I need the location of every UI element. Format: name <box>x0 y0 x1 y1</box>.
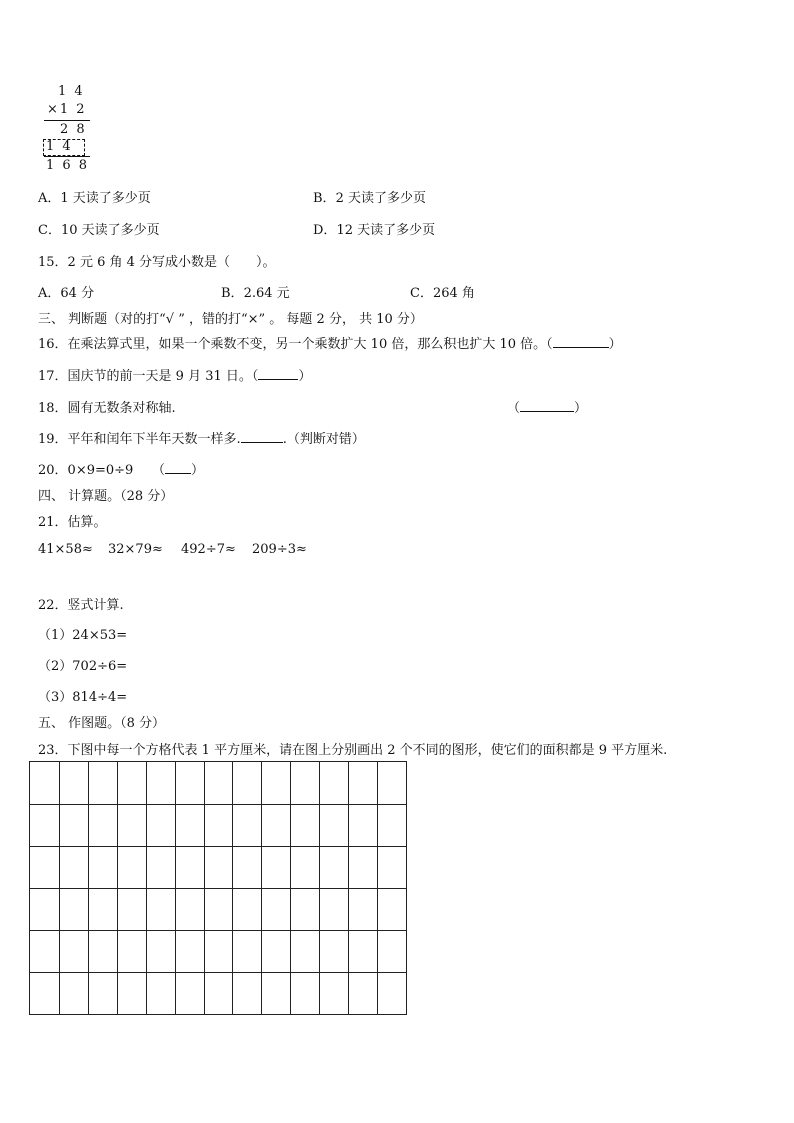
grid-row-line <box>30 930 406 931</box>
section-5-title: 五、 作图题。（8 分） <box>38 716 166 731</box>
q21-question: 21．估算。 <box>38 515 107 530</box>
grid-row-line <box>30 804 406 805</box>
q16-question: 16．在乘法算式里，如果一个乘数不变，另一个乘数扩大 10 倍，那么积也扩大 10 倍。（ ） <box>38 337 622 352</box>
q21-item-1: 41×58≈ <box>38 542 93 557</box>
q19-answer-blank[interactable] <box>241 430 283 443</box>
square-grid[interactable] <box>29 761 407 1015</box>
q19-question: 19．平年和闰年下半年天数一样多. .（判断对错） <box>38 432 365 447</box>
q16-answer-blank[interactable] <box>553 335 609 348</box>
divider-line <box>44 120 90 121</box>
partial-product-1: 2 8 <box>60 122 87 137</box>
multiplier: ×1 2 <box>47 102 87 117</box>
q22-question: 22．竖式计算. <box>38 598 124 613</box>
product: 1 6 8 <box>46 158 90 173</box>
q22-item-2: （2）702÷6= <box>38 659 128 674</box>
q22-item-3: （3）814÷4= <box>38 690 128 705</box>
grid-row-line <box>30 888 406 889</box>
q14-option-c[interactable]: C．10 天读了多少页 <box>38 223 160 238</box>
q15-question: 15．2 元 6 角 4 分写成小数是（ ）。 <box>38 255 276 270</box>
q20-answer-blank[interactable] <box>165 461 191 474</box>
q15-option-c[interactable]: C．264 角 <box>410 286 475 301</box>
q22-item-1: （1）24×53= <box>38 628 128 643</box>
q20-answer: （ ） <box>152 463 205 478</box>
q15-option-a[interactable]: A．64 分 <box>38 286 95 301</box>
vertical-multiplication <box>40 84 96 180</box>
q21-item-4: 209÷3≈ <box>252 542 307 557</box>
multiplicand: 1 4 <box>58 84 85 99</box>
grid-row-line <box>30 846 406 847</box>
q18-question: 18．圆有无数条对称轴. <box>38 401 176 416</box>
partial-product-2: 1 4 <box>46 139 73 154</box>
q17-question: 17．国庆节的前一天是 9 月 31 日。（ ） <box>38 369 312 384</box>
grid-row-line <box>30 972 406 973</box>
q21-item-3: 492÷7≈ <box>181 542 236 557</box>
q14-option-b[interactable]: B．2 天读了多少页 <box>313 191 426 206</box>
section-3-title: 三、 判断题（对的打“√ ” ，错的打“×” 。 每题 2 分， 共 10 分） <box>38 312 423 327</box>
q14-option-d[interactable]: D．12 天读了多少页 <box>313 223 436 238</box>
q21-item-2: 32×79≈ <box>108 542 163 557</box>
q23-question: 23．下图中每一个方格代表 1 平方厘米，请在图上分别画出 2 个不同的图形，使它们的面积都是 9 平方厘米. <box>38 743 668 758</box>
q17-answer-blank[interactable] <box>258 367 298 380</box>
divider-line <box>44 156 90 157</box>
q14-option-a[interactable]: A．1 天读了多少页 <box>38 191 151 206</box>
q18-answer: （ ） <box>507 401 588 416</box>
q15-option-b[interactable]: B．2.64 元 <box>221 286 290 301</box>
q20-question: 20．0×9=0÷9 <box>38 463 134 478</box>
section-4-title: 四、 计算题。（28 分） <box>38 489 174 504</box>
q18-answer-blank[interactable] <box>520 399 574 412</box>
